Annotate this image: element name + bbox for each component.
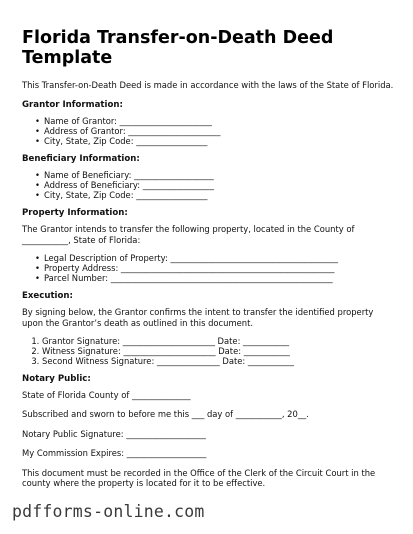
signature-list xyxy=(22,336,394,366)
list-item: • Name of Grantor: ______________________ xyxy=(44,116,394,126)
property-list xyxy=(22,253,394,283)
notary-county-line: State of Florida County of ______________ xyxy=(22,390,191,401)
notary-sworn-line: Subscribed and sworn to before me this ___ day of ___________, 20__. xyxy=(22,409,309,420)
property-paragraph: The Grantor intends to transfer the following property, located in the County of ___________, State of Florida: xyxy=(22,224,355,245)
list-item: • Property Address: ___________________________________________________ xyxy=(44,263,394,273)
property-section xyxy=(22,208,394,283)
property-heading: Property Information: xyxy=(22,208,128,219)
list-item: 1. Grantor Signature: ______________________ Date: ___________ xyxy=(42,336,394,346)
notary-signature-line: Notary Public Signature: ___________________ xyxy=(22,428,206,439)
notary-heading: Notary Public: xyxy=(22,374,91,385)
beneficiary-heading: Beneficiary Information: xyxy=(22,154,140,165)
page-title: Florida Transfer-on-Death Deed Template xyxy=(22,28,334,68)
notary-commission-line: My Commission Expires: ___________________ xyxy=(22,448,207,459)
list-item: • City, State, Zip Code: _________________ xyxy=(44,136,394,146)
closing-paragraph: This document must be recorded in the Office of the Clerk of the Circuit Court in the county where the property is located for it to be effective. xyxy=(22,467,376,489)
grantor-heading: Grantor Information: xyxy=(22,100,123,111)
watermark: pdfforms-online.com xyxy=(12,502,205,521)
list-item: • Name of Beneficiary: ___________________ xyxy=(44,170,394,180)
list-item: 3. Second Witness Signature: _______________ Date: ___________ xyxy=(42,356,394,366)
list-item: • Legal Description of Property: ________________________________________ xyxy=(44,253,394,263)
grantor-list xyxy=(22,116,394,146)
list-item: • City, State, Zip Code: _________________ xyxy=(44,190,394,200)
notary-section xyxy=(22,374,394,459)
execution-paragraph: By signing below, the Grantor confirms the intent to transfer the identified property upon the Grantor’s death as outlined in this document. xyxy=(22,307,374,328)
list-item: 2. Witness Signature: ______________________ Date: ___________ xyxy=(42,346,394,356)
document-page xyxy=(22,28,394,488)
grantor-section xyxy=(22,100,394,146)
list-item: • Address of Grantor: ______________________ xyxy=(44,126,394,136)
list-item: • Address of Beneficiary: _________________ xyxy=(44,180,394,190)
beneficiary-list xyxy=(22,170,394,200)
execution-section xyxy=(22,291,394,366)
list-item: • Parcel Number: _____________________________________________________ xyxy=(44,273,394,283)
execution-heading: Execution: xyxy=(22,291,73,302)
beneficiary-section xyxy=(22,154,394,200)
intro-paragraph: This Transfer-on-Death Deed is made in accordance with the laws of the State of Florida. xyxy=(22,80,394,90)
